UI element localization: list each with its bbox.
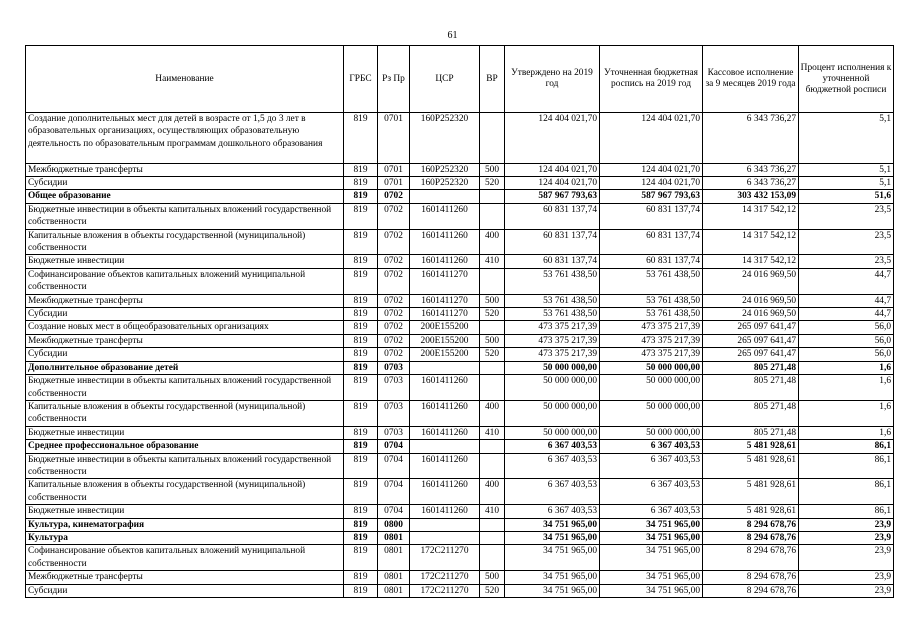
cell-vr: 520 bbox=[480, 308, 505, 321]
cell-csr: 172С211270 bbox=[410, 545, 480, 571]
cell-percent: 44,7 bbox=[799, 294, 894, 307]
cell-vr: 500 bbox=[480, 294, 505, 307]
cell-executed: 24 016 969,50 bbox=[703, 294, 799, 307]
cell-approved: 53 761 438,50 bbox=[505, 308, 600, 321]
cell-executed: 5 481 928,61 bbox=[703, 453, 799, 479]
cell-name: Межбюджетные трансферты bbox=[26, 334, 344, 347]
cell-vr: 500 bbox=[480, 334, 505, 347]
cell-csr: 160Р252320 bbox=[410, 163, 480, 176]
cell-approved: 34 751 965,00 bbox=[505, 571, 600, 584]
cell-csr: 172С211270 bbox=[410, 571, 480, 584]
table-row bbox=[26, 518, 894, 531]
cell-vr bbox=[480, 531, 505, 544]
cell-rzpr: 0703 bbox=[378, 375, 410, 401]
cell-csr: 200Е155200 bbox=[410, 348, 480, 361]
page-number: 61 bbox=[447, 30, 458, 41]
header-rzpr: Рз Пр bbox=[378, 46, 410, 113]
cell-vr: 400 bbox=[480, 400, 505, 426]
cell-grbs: 819 bbox=[344, 518, 378, 531]
cell-grbs: 819 bbox=[344, 361, 378, 374]
cell-grbs: 819 bbox=[344, 453, 378, 479]
cell-name: Культура bbox=[26, 531, 344, 544]
cell-rzpr: 0702 bbox=[378, 308, 410, 321]
cell-csr bbox=[410, 440, 480, 453]
cell-refined: 60 831 137,74 bbox=[600, 203, 703, 229]
cell-name: Культура, кинематография bbox=[26, 518, 344, 531]
cell-name: Субсидии bbox=[26, 177, 344, 190]
cell-rzpr: 0702 bbox=[378, 190, 410, 203]
cell-grbs: 819 bbox=[344, 334, 378, 347]
cell-percent: 51,6 bbox=[799, 190, 894, 203]
cell-refined: 53 761 438,50 bbox=[600, 294, 703, 307]
budget-execution-table bbox=[25, 45, 894, 598]
cell-percent: 1,6 bbox=[799, 361, 894, 374]
cell-vr bbox=[480, 190, 505, 203]
cell-executed: 805 271,48 bbox=[703, 375, 799, 401]
cell-approved: 124 404 021,70 bbox=[505, 177, 600, 190]
cell-name: Межбюджетные трансферты bbox=[26, 571, 344, 584]
cell-grbs: 819 bbox=[344, 113, 378, 164]
cell-csr: 1601411270 bbox=[410, 308, 480, 321]
table-row bbox=[26, 229, 894, 255]
cell-percent: 23,5 bbox=[799, 255, 894, 268]
cell-name: Бюджетные инвестиции в объекты капитальных вложений государственной собственности bbox=[26, 203, 344, 229]
cell-executed: 14 317 542,12 bbox=[703, 229, 799, 255]
cell-approved: 60 831 137,74 bbox=[505, 255, 600, 268]
cell-csr: 1601411260 bbox=[410, 255, 480, 268]
cell-rzpr: 0703 bbox=[378, 361, 410, 374]
cell-refined: 473 375 217,39 bbox=[600, 321, 703, 334]
cell-rzpr: 0702 bbox=[378, 268, 410, 294]
cell-rzpr: 0704 bbox=[378, 479, 410, 505]
cell-approved: 6 367 403,53 bbox=[505, 453, 600, 479]
cell-percent: 86,1 bbox=[799, 505, 894, 518]
cell-approved: 50 000 000,00 bbox=[505, 361, 600, 374]
cell-executed: 265 097 641,47 bbox=[703, 334, 799, 347]
cell-vr: 520 bbox=[480, 584, 505, 597]
cell-executed: 6 343 736,27 bbox=[703, 163, 799, 176]
cell-approved: 473 375 217,39 bbox=[505, 334, 600, 347]
cell-executed: 5 481 928,61 bbox=[703, 440, 799, 453]
cell-grbs: 819 bbox=[344, 571, 378, 584]
cell-name: Создание новых мест в общеобразовательных организациях bbox=[26, 321, 344, 334]
table-row bbox=[26, 440, 894, 453]
cell-executed: 14 317 542,12 bbox=[703, 203, 799, 229]
cell-approved: 53 761 438,50 bbox=[505, 268, 600, 294]
cell-name: Дополнительное образование детей bbox=[26, 361, 344, 374]
cell-refined: 124 404 021,70 bbox=[600, 113, 703, 164]
cell-refined: 34 751 965,00 bbox=[600, 531, 703, 544]
header-csr: ЦСР bbox=[410, 46, 480, 113]
cell-rzpr: 0801 bbox=[378, 571, 410, 584]
cell-refined: 60 831 137,74 bbox=[600, 255, 703, 268]
cell-percent: 1,6 bbox=[799, 426, 894, 439]
cell-rzpr: 0801 bbox=[378, 584, 410, 597]
cell-rzpr: 0702 bbox=[378, 255, 410, 268]
table-body bbox=[26, 113, 894, 598]
cell-rzpr: 0701 bbox=[378, 163, 410, 176]
cell-percent: 23,5 bbox=[799, 229, 894, 255]
table-row bbox=[26, 479, 894, 505]
cell-refined: 6 367 403,53 bbox=[600, 505, 703, 518]
table-row bbox=[26, 505, 894, 518]
cell-csr: 1601411260 bbox=[410, 426, 480, 439]
cell-refined: 60 831 137,74 bbox=[600, 229, 703, 255]
header-executed: Кассовое исполнение за 9 месяцев 2019 года bbox=[703, 46, 799, 113]
header-name: Наименование bbox=[26, 46, 344, 113]
cell-rzpr: 0703 bbox=[378, 400, 410, 426]
cell-vr bbox=[480, 268, 505, 294]
cell-grbs: 819 bbox=[344, 505, 378, 518]
cell-percent: 56,0 bbox=[799, 348, 894, 361]
cell-approved: 124 404 021,70 bbox=[505, 113, 600, 164]
cell-percent: 23,9 bbox=[799, 531, 894, 544]
cell-csr: 1601411260 bbox=[410, 375, 480, 401]
cell-csr bbox=[410, 531, 480, 544]
table-row bbox=[26, 571, 894, 584]
cell-vr bbox=[480, 518, 505, 531]
cell-name: Межбюджетные трансферты bbox=[26, 294, 344, 307]
cell-executed: 805 271,48 bbox=[703, 361, 799, 374]
cell-rzpr: 0702 bbox=[378, 203, 410, 229]
cell-vr: 400 bbox=[480, 479, 505, 505]
cell-vr: 410 bbox=[480, 505, 505, 518]
table-row bbox=[26, 255, 894, 268]
cell-grbs: 819 bbox=[344, 545, 378, 571]
cell-approved: 50 000 000,00 bbox=[505, 375, 600, 401]
cell-name: Создание дополнительных мест для детей в возрасте от 1,5 до 3 лет в образовательных организациях, осуществляющих образовательную деятельность по образовательным программам дошкольного образования bbox=[26, 113, 344, 164]
cell-vr bbox=[480, 453, 505, 479]
cell-executed: 6 343 736,27 bbox=[703, 113, 799, 164]
cell-percent: 23,9 bbox=[799, 545, 894, 571]
cell-name: Капитальные вложения в объекты государственной (муниципальной) собственности bbox=[26, 479, 344, 505]
cell-rzpr: 0702 bbox=[378, 348, 410, 361]
cell-csr: 1601411260 bbox=[410, 479, 480, 505]
cell-executed: 8 294 678,76 bbox=[703, 584, 799, 597]
cell-name: Субсидии bbox=[26, 348, 344, 361]
cell-name: Капитальные вложения в объекты государственной (муниципальной) собственности bbox=[26, 229, 344, 255]
cell-grbs: 819 bbox=[344, 163, 378, 176]
cell-percent: 86,1 bbox=[799, 440, 894, 453]
table-row bbox=[26, 334, 894, 347]
cell-grbs: 819 bbox=[344, 348, 378, 361]
cell-vr bbox=[480, 545, 505, 571]
table-row bbox=[26, 294, 894, 307]
cell-name: Софинансирование объектов капитальных вложений муниципальной собственности bbox=[26, 545, 344, 571]
table-row bbox=[26, 375, 894, 401]
cell-vr: 500 bbox=[480, 571, 505, 584]
table-row bbox=[26, 531, 894, 544]
cell-approved: 53 761 438,50 bbox=[505, 294, 600, 307]
cell-name: Субсидии bbox=[26, 584, 344, 597]
cell-approved: 587 967 793,63 bbox=[505, 190, 600, 203]
cell-vr: 400 bbox=[480, 229, 505, 255]
table-row bbox=[26, 426, 894, 439]
cell-percent: 44,7 bbox=[799, 268, 894, 294]
cell-grbs: 819 bbox=[344, 308, 378, 321]
cell-executed: 5 481 928,61 bbox=[703, 505, 799, 518]
cell-executed: 303 432 153,09 bbox=[703, 190, 799, 203]
cell-grbs: 819 bbox=[344, 479, 378, 505]
cell-grbs: 819 bbox=[344, 584, 378, 597]
cell-executed: 8 294 678,76 bbox=[703, 571, 799, 584]
cell-csr bbox=[410, 361, 480, 374]
cell-csr: 160Р252320 bbox=[410, 113, 480, 164]
cell-vr: 520 bbox=[480, 348, 505, 361]
cell-approved: 34 751 965,00 bbox=[505, 545, 600, 571]
cell-csr: 200Е155200 bbox=[410, 334, 480, 347]
header-refined: Уточненная бюджетная роспись на 2019 год bbox=[600, 46, 703, 113]
cell-csr: 1601411270 bbox=[410, 294, 480, 307]
header-percent: Процент исполнения к уточненной бюджетной росписи bbox=[799, 46, 894, 113]
table-row bbox=[26, 203, 894, 229]
table-row bbox=[26, 545, 894, 571]
cell-approved: 6 367 403,53 bbox=[505, 440, 600, 453]
cell-percent: 23,9 bbox=[799, 518, 894, 531]
cell-executed: 14 317 542,12 bbox=[703, 255, 799, 268]
cell-executed: 8 294 678,76 bbox=[703, 545, 799, 571]
cell-name: Бюджетные инвестиции в объекты капитальных вложений государственной собственности bbox=[26, 375, 344, 401]
cell-rzpr: 0801 bbox=[378, 545, 410, 571]
cell-percent: 86,1 bbox=[799, 479, 894, 505]
table-row bbox=[26, 177, 894, 190]
cell-executed: 24 016 969,50 bbox=[703, 268, 799, 294]
cell-grbs: 819 bbox=[344, 531, 378, 544]
header-grbs: ГРБС bbox=[344, 46, 378, 113]
cell-rzpr: 0704 bbox=[378, 440, 410, 453]
cell-name: Среднее профессиональное образование bbox=[26, 440, 344, 453]
cell-csr: 172С211270 bbox=[410, 584, 480, 597]
cell-vr: 410 bbox=[480, 426, 505, 439]
cell-percent: 1,6 bbox=[799, 375, 894, 401]
table-row bbox=[26, 361, 894, 374]
cell-csr: 1601411260 bbox=[410, 400, 480, 426]
cell-csr bbox=[410, 518, 480, 531]
cell-refined: 6 367 403,53 bbox=[600, 453, 703, 479]
cell-csr bbox=[410, 190, 480, 203]
cell-csr: 1601411260 bbox=[410, 203, 480, 229]
cell-percent: 56,0 bbox=[799, 334, 894, 347]
table-header-row bbox=[26, 46, 894, 113]
header-vr: ВР bbox=[480, 46, 505, 113]
cell-executed: 8 294 678,76 bbox=[703, 531, 799, 544]
cell-name: Межбюджетные трансферты bbox=[26, 163, 344, 176]
cell-vr: 520 bbox=[480, 177, 505, 190]
cell-executed: 805 271,48 bbox=[703, 400, 799, 426]
table-row bbox=[26, 400, 894, 426]
cell-rzpr: 0703 bbox=[378, 426, 410, 439]
cell-grbs: 819 bbox=[344, 190, 378, 203]
cell-name: Субсидии bbox=[26, 308, 344, 321]
cell-vr bbox=[480, 113, 505, 164]
cell-csr: 160Р252320 bbox=[410, 177, 480, 190]
cell-refined: 34 751 965,00 bbox=[600, 584, 703, 597]
cell-csr: 1601411260 bbox=[410, 505, 480, 518]
cell-rzpr: 0702 bbox=[378, 321, 410, 334]
cell-csr: 1601411260 bbox=[410, 453, 480, 479]
cell-name: Бюджетные инвестиции в объекты капитальных вложений государственной собственности bbox=[26, 453, 344, 479]
cell-refined: 34 751 965,00 bbox=[600, 518, 703, 531]
cell-refined: 473 375 217,39 bbox=[600, 334, 703, 347]
cell-refined: 473 375 217,39 bbox=[600, 348, 703, 361]
cell-rzpr: 0702 bbox=[378, 229, 410, 255]
cell-percent: 5,1 bbox=[799, 113, 894, 164]
cell-vr: 410 bbox=[480, 255, 505, 268]
table-row bbox=[26, 268, 894, 294]
table-row bbox=[26, 453, 894, 479]
cell-vr bbox=[480, 440, 505, 453]
cell-approved: 6 367 403,53 bbox=[505, 479, 600, 505]
cell-refined: 50 000 000,00 bbox=[600, 400, 703, 426]
cell-name: Софинансирование объектов капитальных вложений муниципальной собственности bbox=[26, 268, 344, 294]
table-row bbox=[26, 163, 894, 176]
cell-rzpr: 0702 bbox=[378, 334, 410, 347]
cell-refined: 53 761 438,50 bbox=[600, 308, 703, 321]
cell-refined: 124 404 021,70 bbox=[600, 177, 703, 190]
cell-vr bbox=[480, 203, 505, 229]
cell-rzpr: 0702 bbox=[378, 294, 410, 307]
cell-grbs: 819 bbox=[344, 177, 378, 190]
cell-vr bbox=[480, 375, 505, 401]
cell-name: Общее образование bbox=[26, 190, 344, 203]
cell-grbs: 819 bbox=[344, 203, 378, 229]
cell-approved: 34 751 965,00 bbox=[505, 531, 600, 544]
cell-approved: 50 000 000,00 bbox=[505, 426, 600, 439]
cell-percent: 44,7 bbox=[799, 308, 894, 321]
cell-csr: 1601411270 bbox=[410, 268, 480, 294]
cell-refined: 6 367 403,53 bbox=[600, 479, 703, 505]
cell-percent: 86,1 bbox=[799, 453, 894, 479]
cell-executed: 265 097 641,47 bbox=[703, 348, 799, 361]
cell-percent: 23,9 bbox=[799, 571, 894, 584]
cell-rzpr: 0801 bbox=[378, 531, 410, 544]
table-row bbox=[26, 348, 894, 361]
header-approved: Утверждено на 2019 год bbox=[505, 46, 600, 113]
cell-vr bbox=[480, 321, 505, 334]
cell-csr: 200Е155200 bbox=[410, 321, 480, 334]
cell-percent: 23,9 bbox=[799, 584, 894, 597]
cell-name: Бюджетные инвестиции bbox=[26, 426, 344, 439]
cell-refined: 34 751 965,00 bbox=[600, 571, 703, 584]
cell-grbs: 819 bbox=[344, 229, 378, 255]
table-row bbox=[26, 113, 894, 164]
table-row bbox=[26, 321, 894, 334]
cell-executed: 6 343 736,27 bbox=[703, 177, 799, 190]
cell-approved: 60 831 137,74 bbox=[505, 203, 600, 229]
cell-grbs: 819 bbox=[344, 426, 378, 439]
cell-approved: 50 000 000,00 bbox=[505, 400, 600, 426]
cell-name: Бюджетные инвестиции bbox=[26, 505, 344, 518]
cell-percent: 5,1 bbox=[799, 163, 894, 176]
cell-rzpr: 0704 bbox=[378, 505, 410, 518]
cell-name: Капитальные вложения в объекты государственной (муниципальной) собственности bbox=[26, 400, 344, 426]
cell-percent: 23,5 bbox=[799, 203, 894, 229]
cell-grbs: 819 bbox=[344, 400, 378, 426]
cell-approved: 124 404 021,70 bbox=[505, 163, 600, 176]
cell-grbs: 819 bbox=[344, 375, 378, 401]
table-row bbox=[26, 190, 894, 203]
cell-refined: 50 000 000,00 bbox=[600, 361, 703, 374]
cell-executed: 265 097 641,47 bbox=[703, 321, 799, 334]
cell-name: Бюджетные инвестиции bbox=[26, 255, 344, 268]
cell-vr: 500 bbox=[480, 163, 505, 176]
cell-executed: 8 294 678,76 bbox=[703, 518, 799, 531]
cell-approved: 6 367 403,53 bbox=[505, 505, 600, 518]
cell-approved: 473 375 217,39 bbox=[505, 321, 600, 334]
cell-refined: 587 967 793,63 bbox=[600, 190, 703, 203]
cell-rzpr: 0704 bbox=[378, 453, 410, 479]
cell-vr bbox=[480, 361, 505, 374]
table-row bbox=[26, 308, 894, 321]
cell-grbs: 819 bbox=[344, 440, 378, 453]
cell-approved: 34 751 965,00 bbox=[505, 518, 600, 531]
cell-approved: 60 831 137,74 bbox=[505, 229, 600, 255]
cell-rzpr: 0701 bbox=[378, 177, 410, 190]
cell-executed: 24 016 969,50 bbox=[703, 308, 799, 321]
cell-percent: 1,6 bbox=[799, 400, 894, 426]
cell-csr: 1601411260 bbox=[410, 229, 480, 255]
cell-refined: 34 751 965,00 bbox=[600, 545, 703, 571]
cell-refined: 50 000 000,00 bbox=[600, 426, 703, 439]
cell-refined: 124 404 021,70 bbox=[600, 163, 703, 176]
table-row bbox=[26, 584, 894, 597]
cell-grbs: 819 bbox=[344, 268, 378, 294]
cell-refined: 50 000 000,00 bbox=[600, 375, 703, 401]
cell-rzpr: 0701 bbox=[378, 113, 410, 164]
cell-approved: 34 751 965,00 bbox=[505, 584, 600, 597]
cell-executed: 5 481 928,61 bbox=[703, 479, 799, 505]
cell-grbs: 819 bbox=[344, 294, 378, 307]
cell-percent: 56,0 bbox=[799, 321, 894, 334]
cell-refined: 6 367 403,53 bbox=[600, 440, 703, 453]
cell-percent: 5,1 bbox=[799, 177, 894, 190]
cell-grbs: 819 bbox=[344, 321, 378, 334]
cell-refined: 53 761 438,50 bbox=[600, 268, 703, 294]
cell-approved: 473 375 217,39 bbox=[505, 348, 600, 361]
cell-executed: 805 271,48 bbox=[703, 426, 799, 439]
cell-grbs: 819 bbox=[344, 255, 378, 268]
cell-rzpr: 0800 bbox=[378, 518, 410, 531]
